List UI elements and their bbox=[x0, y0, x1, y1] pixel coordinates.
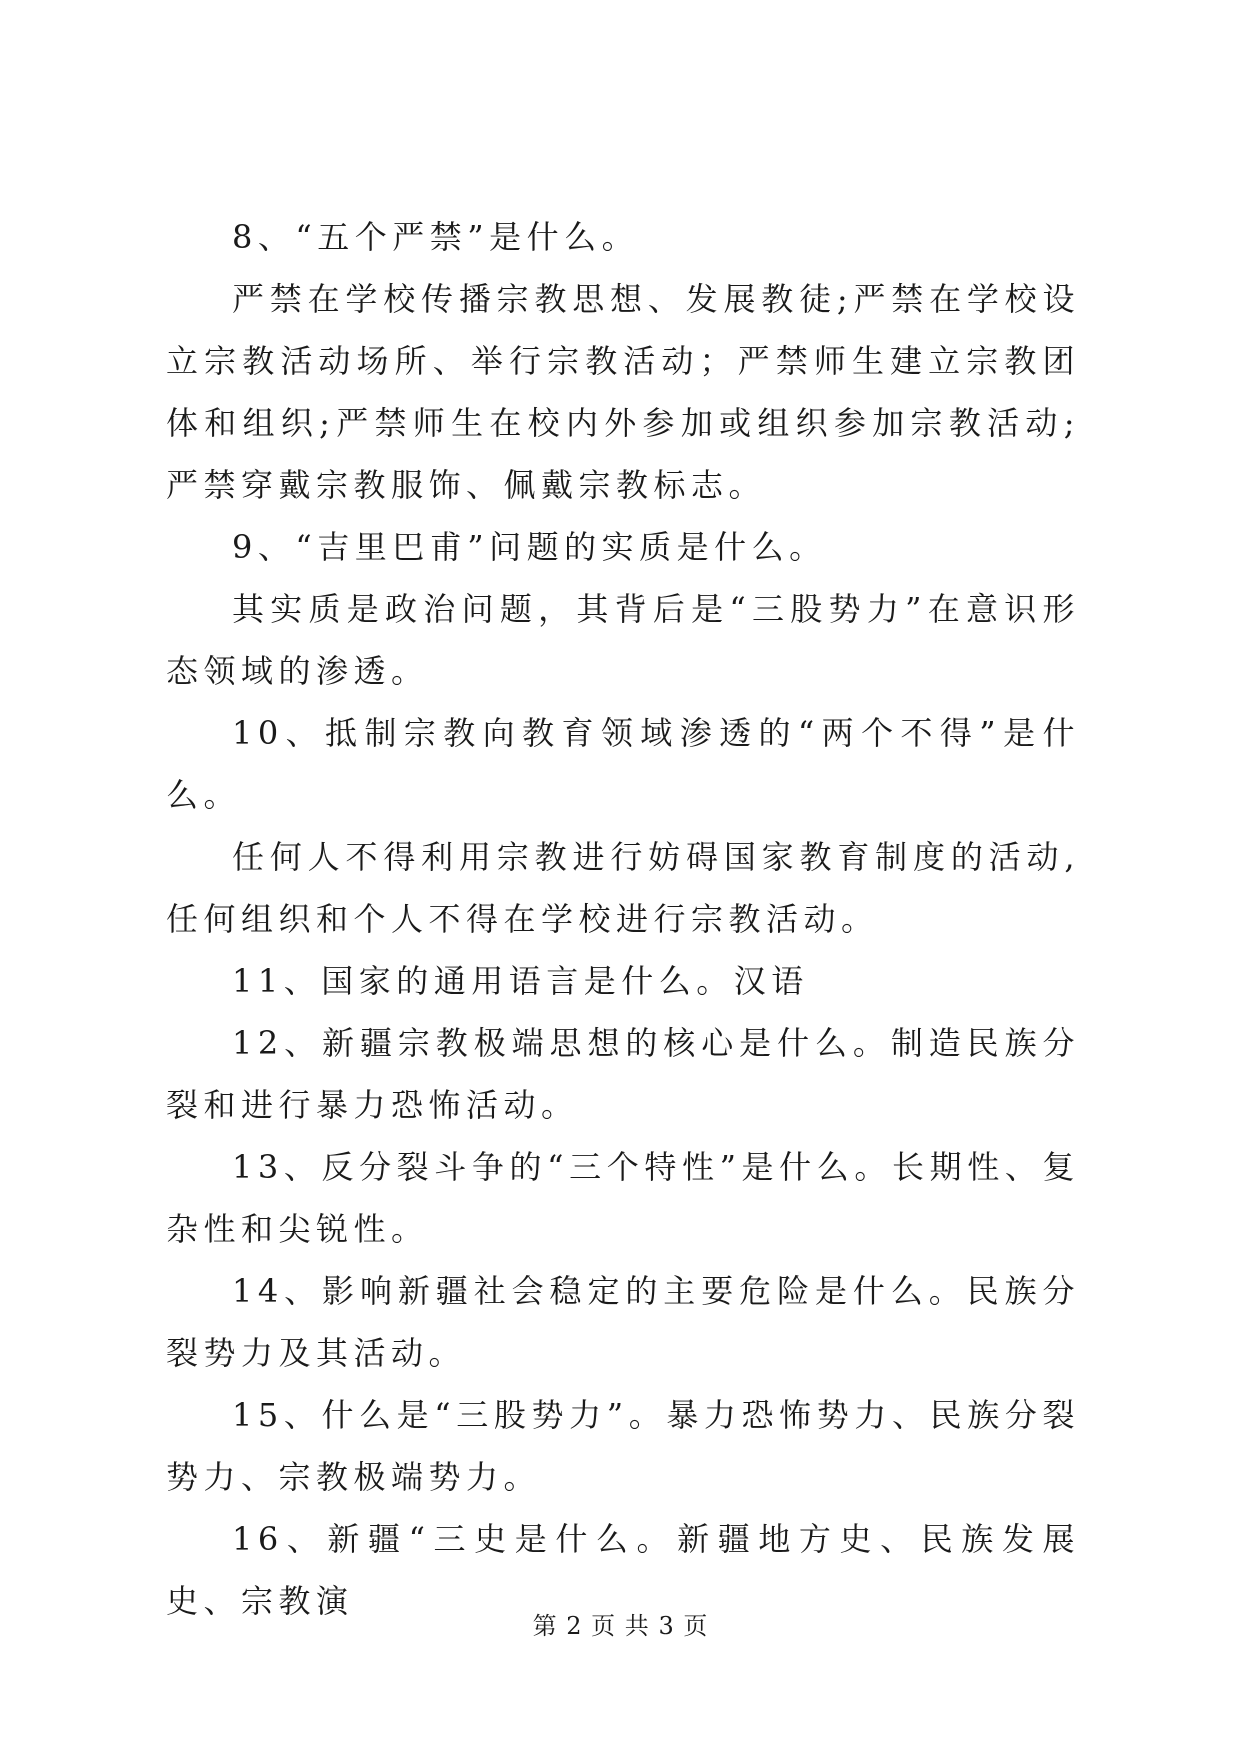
question-9: 9、“吉里巴甫”问题的实质是什么。 bbox=[232, 528, 827, 566]
question-10: 10、抵制宗教向教育领域渗透的“两个不得”是什么。 bbox=[166, 714, 1080, 814]
question-11: 11、国家的通用语言是什么。汉语 bbox=[232, 962, 809, 1000]
document-body bbox=[166, 206, 1080, 1632]
answer-10: 任何人不得利用宗教进行妨碍国家教育制度的活动,任何组织和个人不得在学校进行宗教活动。 bbox=[166, 838, 1080, 938]
answer-8: 严禁在学校传播宗教思想、发展教徒;严禁在学校设立宗教活动场所、举行宗教活动；严禁师生建立宗教团体和组织;严禁师生在校内外参加或组织参加宗教活动;严禁穿戴宗教服饰、佩戴宗教标志。 bbox=[166, 280, 1080, 504]
page-footer: 第 2 页 共 3 页 bbox=[532, 1612, 709, 1640]
question-14: 14、影响新疆社会稳定的主要危险是什么。民族分裂势力及其活动。 bbox=[166, 1272, 1080, 1372]
question-8: 8、“五个严禁”是什么。 bbox=[232, 218, 640, 256]
question-16: 16、新疆“三史是什么。新疆地方史、民族发展史、宗教演 bbox=[166, 1520, 1080, 1620]
question-13: 13、反分裂斗争的“三个特性”是什么。长期性、复杂性和尖锐性。 bbox=[166, 1148, 1080, 1248]
question-12: 12、新疆宗教极端思想的核心是什么。制造民族分裂和进行暴力恐怖活动。 bbox=[166, 1024, 1080, 1124]
answer-9: 其实质是政治问题，其背后是“三股势力”在意识形态领域的渗透。 bbox=[166, 590, 1080, 690]
question-15: 15、什么是“三股势力”。暴力恐怖势力、民族分裂势力、宗教极端势力。 bbox=[166, 1396, 1080, 1496]
